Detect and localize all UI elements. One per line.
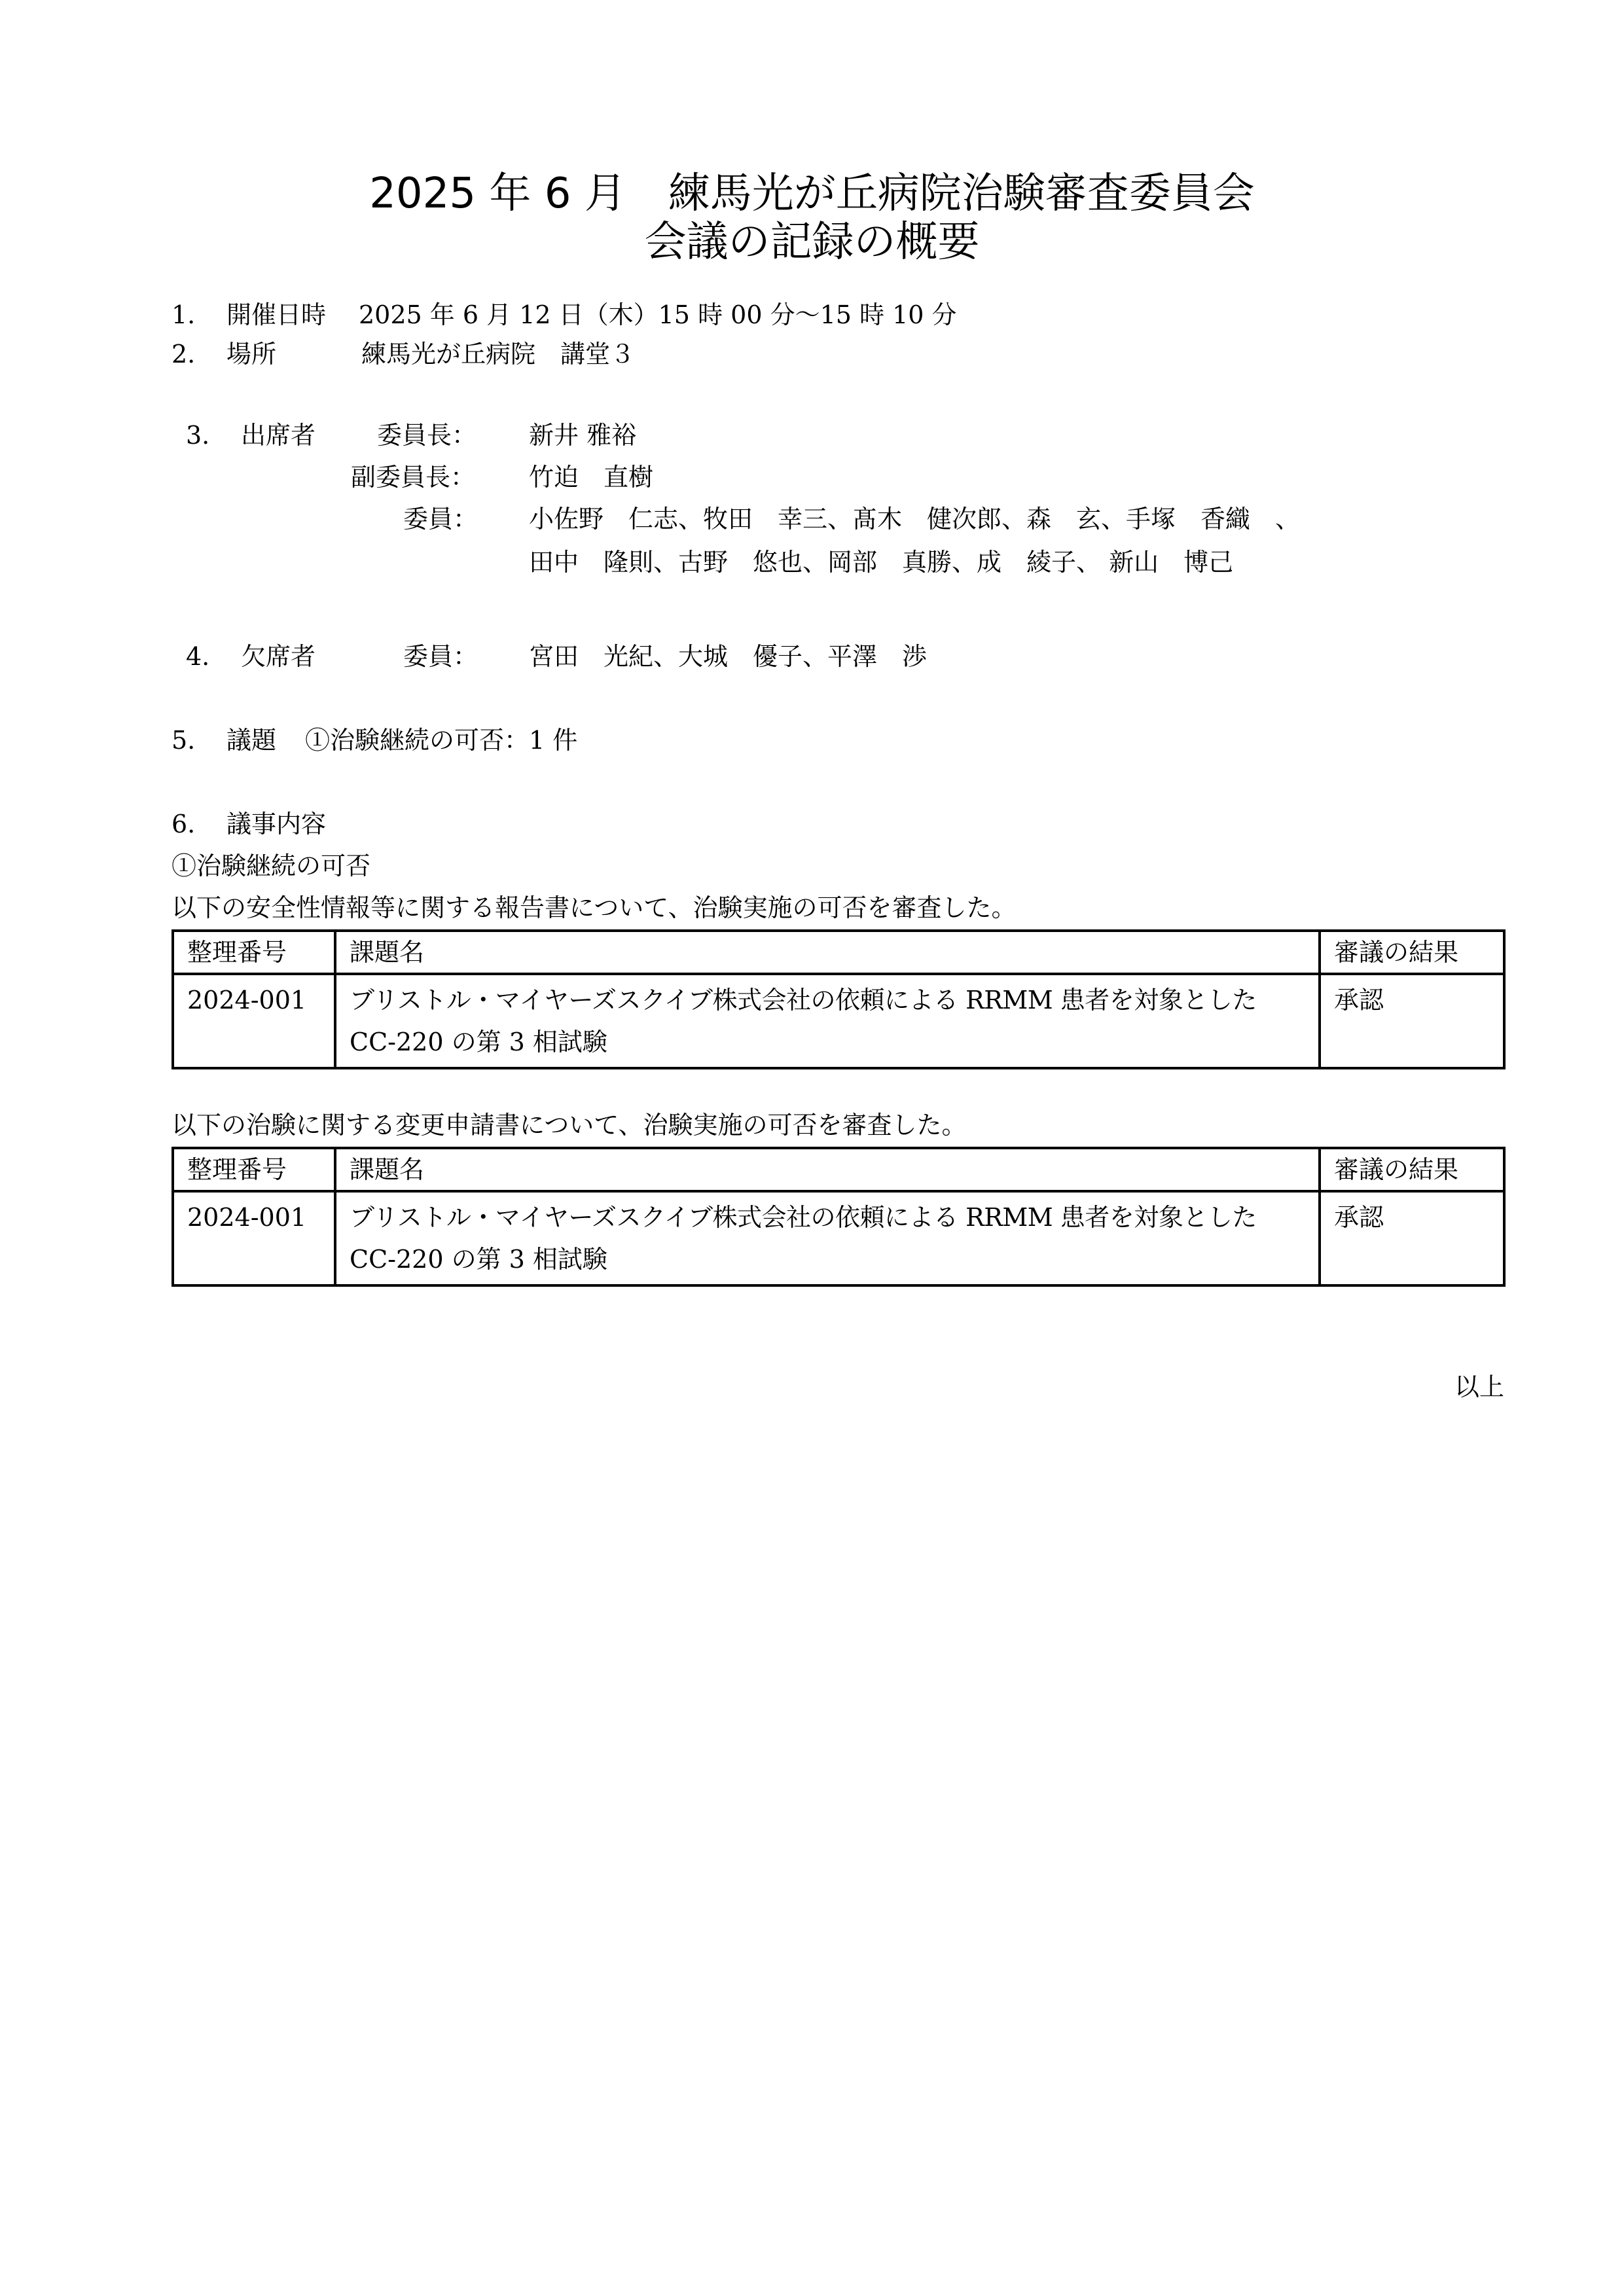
item1-number: 1. <box>171 300 196 329</box>
closing-text: 以上 <box>1454 1372 1505 1401</box>
header-result: 審議の結果 <box>1320 931 1504 974</box>
chair-role: 委員長： <box>377 421 477 450</box>
row-title-line1: ブリストル・マイヤーズスクイブ株式会社の依頼による RRMM 患者を対象とした <box>350 1203 1257 1232</box>
item5-label: 議題 <box>226 726 277 755</box>
table-header-row <box>173 1148 1504 1191</box>
table-row <box>173 1191 1504 1285</box>
header-title: 課題名 <box>335 931 1320 974</box>
section2-intro: 以下の治験に関する変更申請書について、治験実施の可否を審査した。 <box>171 1111 967 1139</box>
item1-value: 2025 年 6 月 12 日（木）15 時 00 分～15 時 10 分 <box>359 300 957 329</box>
table-row <box>173 974 1504 1068</box>
section1-intro: 以下の安全性情報等に関する報告書について、治験実施の可否を審査した。 <box>171 893 1017 922</box>
item6-subheading: ①治験継続の可否 <box>171 852 371 880</box>
members-line2: 田中 隆則、古野 悠也、岡部 真勝、成 綾子、 新山 博己 <box>529 548 1234 577</box>
item4-number: 4. <box>186 642 210 671</box>
document-subtitle: 会議の記録の概要 <box>644 218 980 266</box>
vice-chair-role: 副委員長： <box>351 463 476 492</box>
item5-number: 5. <box>171 726 196 755</box>
absent-members: 宮田 光紀、大城 優子、平澤 渉 <box>529 642 928 671</box>
item1-label: 開催日時 <box>226 300 327 329</box>
row-title-line2: CC-220 の第 3 相試験 <box>350 1245 607 1274</box>
member-role: 委員： <box>403 505 478 533</box>
table-header-row <box>173 931 1504 974</box>
vice-chair-name: 竹迫 直樹 <box>529 463 654 492</box>
item3-number: 3. <box>186 421 210 450</box>
item6-number: 6. <box>171 810 196 838</box>
item3-label: 出席者 <box>241 421 316 450</box>
absent-member-role: 委員： <box>403 642 478 671</box>
row-result: 承認 <box>1320 974 1504 1068</box>
row-title-line1: ブリストル・マイヤーズスクイブ株式会社の依頼による RRMM 患者を対象とした <box>350 986 1257 1014</box>
item2-value: 練馬光が丘病院 講堂３ <box>361 340 636 368</box>
header-id: 整理番号 <box>173 1148 335 1191</box>
item6-label: 議事内容 <box>226 810 327 838</box>
row-title-line2: CC-220 の第 3 相試験 <box>350 1028 607 1056</box>
row-title <box>335 1191 1320 1285</box>
change-request-table <box>171 1147 1506 1287</box>
row-id: 2024-001 <box>173 1191 335 1285</box>
chair-name: 新井 雅裕 <box>529 421 637 450</box>
row-result: 承認 <box>1320 1191 1504 1285</box>
item4-label: 欠席者 <box>241 642 316 671</box>
row-id: 2024-001 <box>173 974 335 1068</box>
item5-value: ①治験継続の可否：1 件 <box>305 726 578 755</box>
header-id: 整理番号 <box>173 931 335 974</box>
document-title: 2025 年 6 月 練馬光が丘病院治験審査委員会 <box>369 170 1255 218</box>
safety-report-table <box>171 929 1506 1069</box>
header-title: 課題名 <box>335 1148 1320 1191</box>
item2-label: 場所 <box>226 340 277 368</box>
header-result: 審議の結果 <box>1320 1148 1504 1191</box>
row-title <box>335 974 1320 1068</box>
members-line1: 小佐野 仁志、牧田 幸三、髙木 健次郎、森 玄、手塚 香織 、 <box>529 505 1301 533</box>
item2-number: 2. <box>171 340 196 368</box>
